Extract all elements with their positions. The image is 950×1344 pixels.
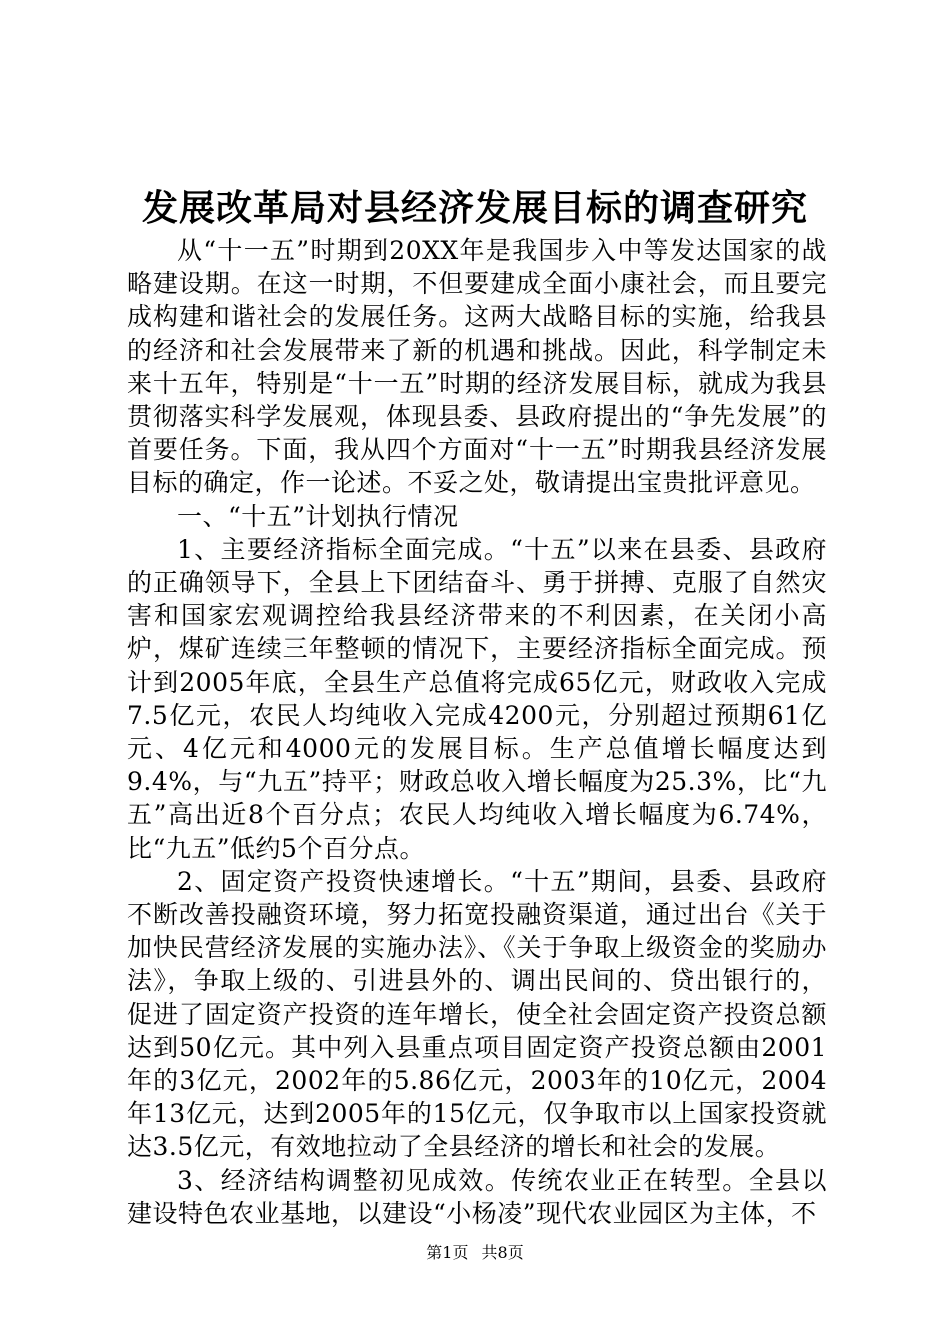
paragraph-item-3: 3、经济结构调整初见成效。传统农业正在转型。全县以建设特色农业基地，以建设“小杨凌”现代农业园区为主体，不 — [127, 1165, 827, 1228]
paragraph-intro: 从“十一五”时期到20XX年是我国步入中等发达国家的战略建设期。在这一时期，不但要建成全面小康社会，而且要完成构建和谐社会的发展任务。这两大战略目标的实施，给我县的经济和社会发展带来了新的机遇和挑战。因此，科学制定未来十五年，特别是“十一五”时期的经济发展目标，就成为我县贯彻落实科学发展观，体现县委、县政府提出的“争先发展”的首要任务。下面，我从四个方面对“十一五”时期我县经济发展目标的确定，作一论述。不妥之处，敬请提出宝贵批评意见。 — [127, 236, 827, 498]
document-body — [127, 234, 827, 1230]
section-heading: 一、“十五”计划执行情况 — [177, 501, 459, 531]
page-number: 第1页 — [426, 1243, 469, 1262]
page-footer — [0, 1242, 950, 1264]
document-title: 发展改革局对县经济发展目标的调查研究 — [141, 187, 808, 229]
paragraph-item-2: 2、固定资产投资快速增长。“十五”期间，县委、县政府不断改善投融资环境，努力拓宽投融资渠道，通过出台《关于加快民营经济发展的实施办法》、《关于争取上级资金的奖励办法》，争取上级的、引进县外的、调出民间的、贷出银行的，促进了固定资产投资的连年增长，使全社会固定资产投资总额达到50亿元。其中列入县重点项目固定资产投资总额由2001年的3亿元，2002年的5.86亿元，2003年的10亿元，2004年13亿元，达到2005年的15亿元，仅争取市以上国家投资就达3.5亿元，有效地拉动了全县经济的增长和社会的发展。 — [127, 866, 827, 1162]
paragraph-item-1: 1、主要经济指标全面完成。“十五”以来在县委、县政府的正确领导下，全县上下团结奋斗、勇于拼搏、克服了自然灾害和国家宏观调控给我县经济带来的不利因素，在关闭小高炉，煤矿连续三年整顿的情况下，主要经济指标全面完成。预计到2005年底，全县生产总值将完成65亿元，财政收入完成7.5亿元，农民人均纯收入完成4200元，分别超过预期61亿元、4亿元和4000元的发展目标。生产总值增长幅度达到9.4%，与“九五”持平；财政总收入增长幅度为25.3%，比“九五”高出近8个百分点；农民人均纯收入增长幅度为6.74%，比“九五”低约5个百分点。 — [127, 534, 827, 863]
page-total: 共8页 — [481, 1243, 524, 1262]
